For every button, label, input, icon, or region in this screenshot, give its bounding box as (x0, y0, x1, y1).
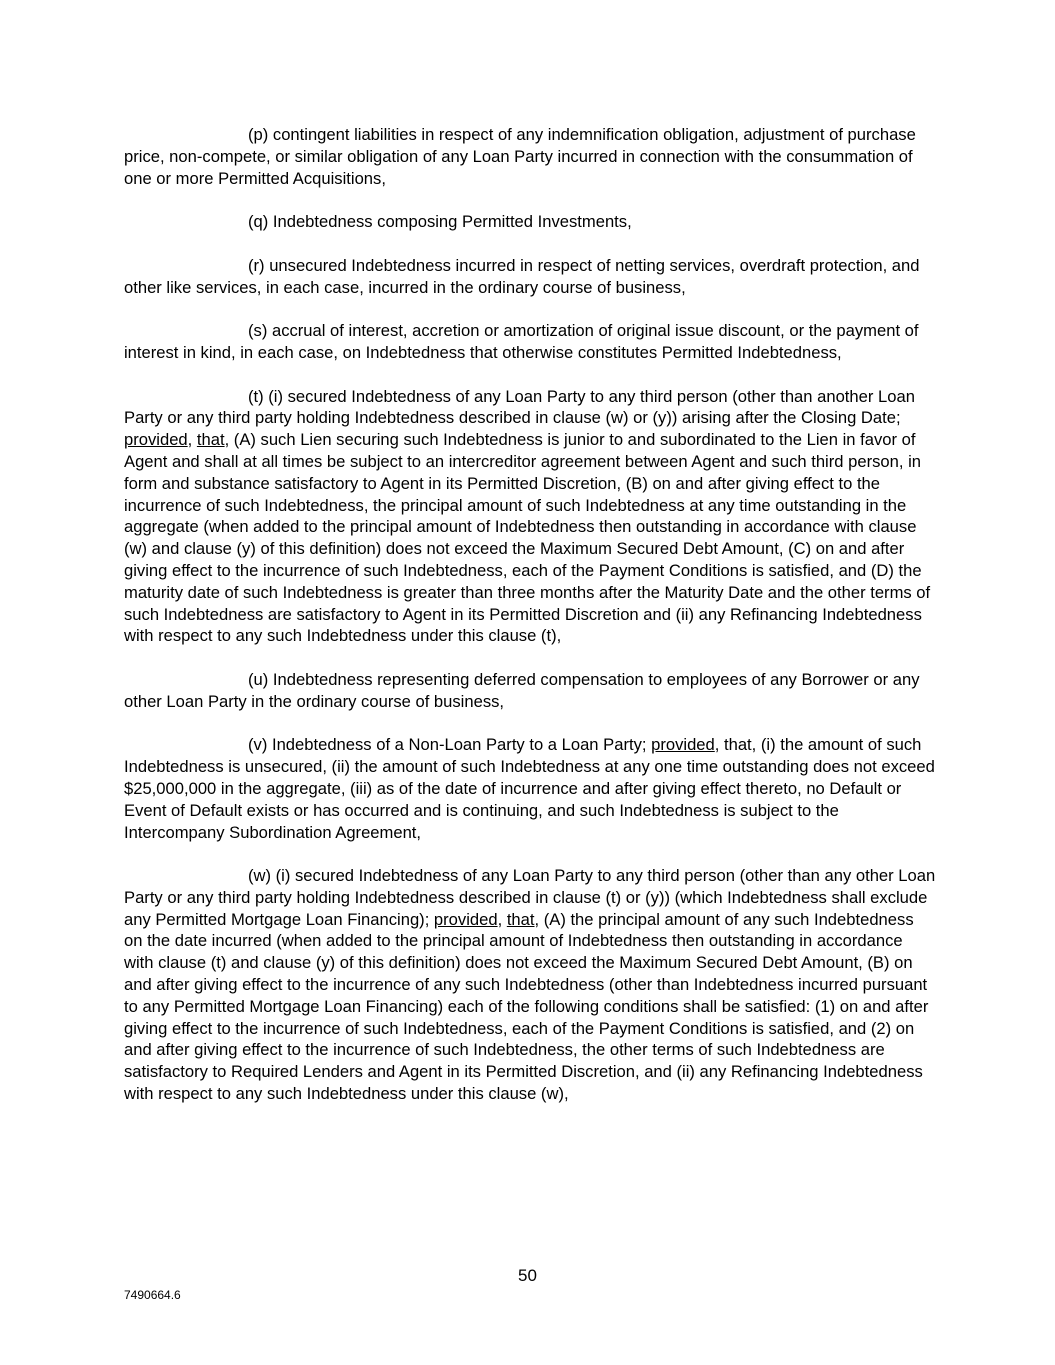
clause-u-text: (u) Indebtedness representing deferred compensation to employees of any Borrower or any other Loan Party in the ordinary course of business, (124, 669, 920, 711)
clause-t-that: that (196, 430, 225, 450)
document-id: 7490664.6 (124, 1288, 181, 1302)
clause-w (124, 865, 936, 1105)
clause-p-text: (p) contingent liabilities in respect of any indemnification obligation, adjustment of purchase price, non-compete, or similar obligation of any Loan Party incurred in connection with the consummation of one or more Permitted Acquisitions, (124, 125, 916, 188)
clause-v (124, 734, 936, 843)
clause-r (124, 255, 936, 299)
clause-w-comma: , (497, 909, 507, 929)
page-number: 50 (518, 1266, 537, 1285)
clause-w-that: that (506, 909, 535, 929)
clause-v-text-1: (v) Indebtedness of a Non-Loan Party to a Loan Party; (248, 735, 652, 755)
clause-t-text-2: , (A) such Lien securing such Indebtedness is junior to and subordinated to the Lien in favor of Agent and shall at all times be subject to an intercreditor agreement between Agent and such third person, in form and substance satisfactory to Agent in its Permitted Discretion, (B) on and after giving effect to the incurrence of such Indebtedness, the principal amount of such Indebtedness at any time outstanding in the aggregate (when added to the principal amount of Indebtedness then outstanding in accordance with clause (w) and clause (y) of this definition) does not exceed the Maximum Secured Debt Amount, (C) on and after giving effect to the incurrence of such Indebtedness, each of the Payment Conditions is satisfied, and (D) the maturity date of such Indebtedness is greater than three months after the Maturity Date and the other terms of such Indebtedness are satisfactory to Agent in its Permitted Discretion and (ii) any Refinancing Indebtedness with respect to any such Indebtedness under this clause (t), (124, 430, 931, 646)
clause-s-text: (s) accrual of interest, accretion or amortization of original issue discount, or the payment of interest in kind, in each case, on Indebtedness that otherwise constitutes Permitted Indebtedness, (124, 321, 919, 362)
clause-q (124, 211, 936, 233)
clause-w-text-2: , (A) the principal amount of any such Indebtedness on the date incurred (when added to the principal amount of Indebtedness then outstanding in accordance with clause (t) and clause (y) of this definition) does not exceed the Maximum Secured Debt Amount, (B) on and after giving effect to the incurrence of any such Indebtedness (other than Indebtedness incurred pursuant to any Permitted Mortgage Loan Financing) each of the following conditions shall be satisfied: (1) on and after giving effect to the incurrence of such Indebtedness, each of the Payment Conditions is satisfied, and (2) on and after giving effect to the incurrence of such Indebtedness, the other terms of such Indebtedness are satisfactory to Required Lenders and Agent in its Permitted Discretion, and (ii) any Refinancing Indebtedness with respect to any such Indebtedness under this clause (w), (124, 909, 929, 1104)
clause-v-provided: provided (651, 735, 715, 755)
clause-u (124, 669, 936, 713)
clause-r-text: (r) unsecured Indebtedness incurred in respect of netting services, overdraft protection, and other like services, in each case, incurred in the ordinary course of business, (124, 255, 920, 297)
clause-t-provided: provided (124, 430, 188, 450)
clause-v-text-2: , that, (i) the amount of such Indebtedness is unsecured, (ii) the amount of such Indebtedness at any one time outstanding does not exceed $25,000,000 in the aggregate, (iii) as of the date of incurrence and after giving effect thereto, no Default or Event of Default exists or has occurred and is continuing, and such Indebtedness is subject to the Intercompany Subordination Agreement, (124, 735, 935, 842)
clause-p (124, 124, 936, 189)
clause-w-provided: provided (433, 909, 498, 929)
clause-t-text-1: (t) (i) secured Indebtedness of any Loan Party to any third person (other than another Loan Party or any third party holding Indebtedness described in clause (w) or (y)) arising after the Closing Date; (124, 386, 915, 428)
clause-t-comma: , (187, 430, 197, 450)
clause-t (124, 386, 936, 648)
clause-s (124, 320, 936, 364)
clause-q-text: (q) Indebtedness composing Permitted Investments, (248, 212, 632, 232)
clause-w-text-1: (w) (i) secured Indebtedness of any Loan Party to any third person (other than any other Loan Party or any third party holding Indebtedness described in clause (t) or (y)) (which Indebtedness shall exclude any Permitted Mortgage Loan Financing); (124, 866, 936, 929)
document-body (124, 124, 936, 1127)
